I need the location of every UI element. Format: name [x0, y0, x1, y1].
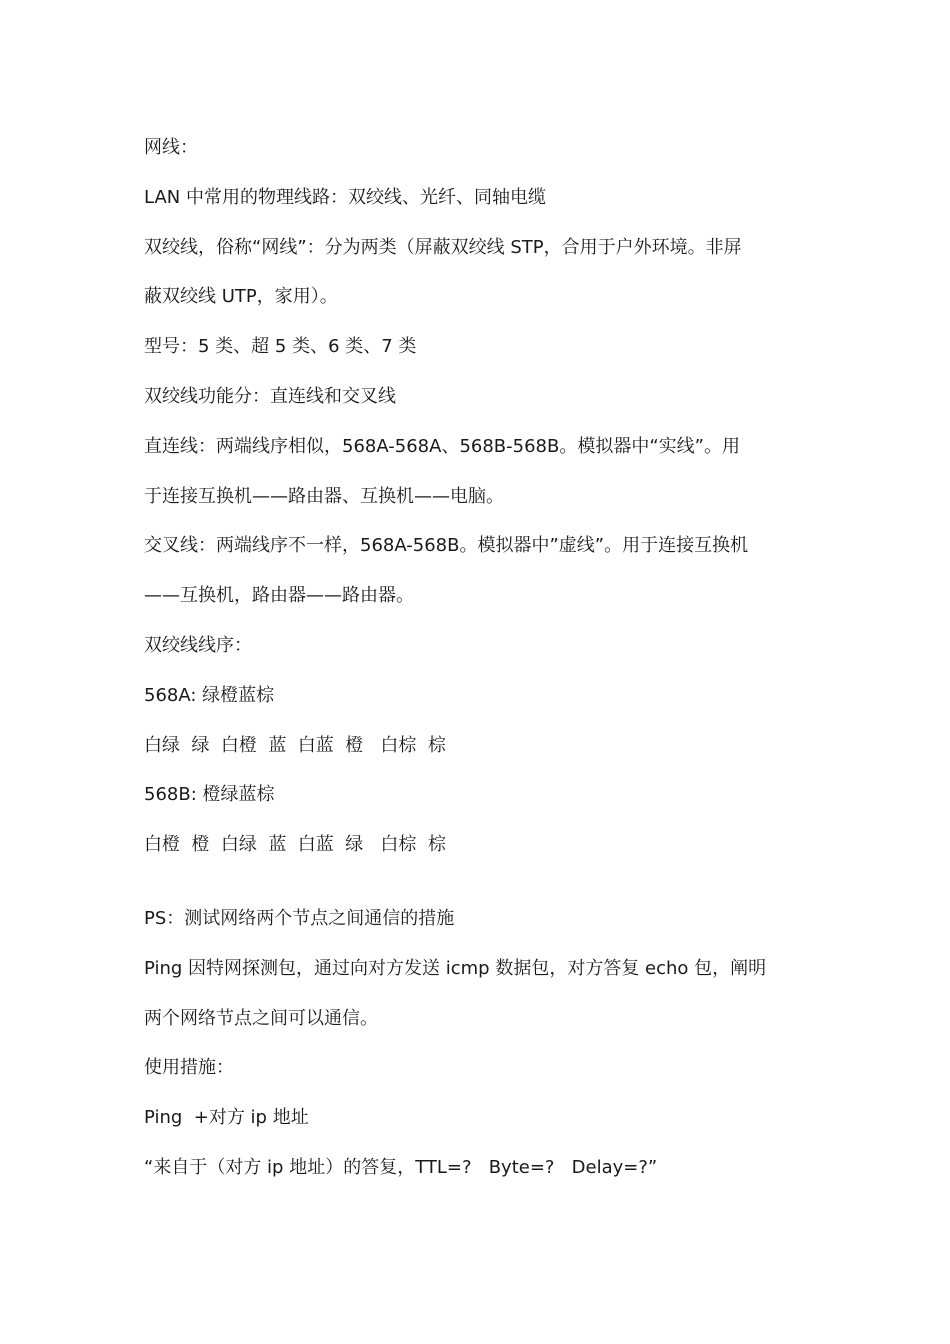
paragraph-gap — [144, 883, 814, 907]
text-line: 型号：5 类、超 5 类、6 类、7 类 — [144, 336, 417, 358]
text-line: 568A: 绿橙蓝棕 — [144, 684, 275, 706]
heading-wangxian: 网线： — [144, 137, 198, 158]
text-line: 白橙 橙 白绿 蓝 白蓝 绿 白棕 棕 — [144, 834, 446, 856]
text-line: 双绞线线序： — [144, 634, 252, 656]
text-line: Ping +对方 ip 地址 — [144, 1107, 309, 1129]
text-line: 568B: 橙绿蓝棕 — [144, 784, 275, 806]
text-line: ——互换机，路由器——路由器。 — [144, 585, 414, 607]
text-line: 双绞线，俗称“网线”：分为两类（屏蔽双绞线 STP，合用于户外环境。非屏 — [144, 236, 742, 258]
text-line: 使用措施： — [144, 1057, 234, 1079]
text-line: 双绞线功能分：直连线和交叉线 — [144, 385, 396, 407]
text-line: “来自于（对方 ip 地址）的答复，TTL=? Byte=? Delay=?” — [144, 1156, 658, 1178]
text-line: 直连线：两端线序相似，568A-568A、568B-568B。模拟器中“实线”。用 — [144, 435, 740, 457]
text-line: 蔽双绞线 UTP，家用）。 — [144, 286, 338, 308]
document-body — [144, 136, 814, 1206]
heading-ps: PS：测试网络两个节点之间通信的措施 — [144, 907, 455, 929]
text-line: 两个网络节点之间可以通信。 — [144, 1007, 378, 1029]
text-line: Ping 因特网探测包，通过向对方发送 icmp 数据包，对方答复 echo 包，阐明 — [144, 957, 767, 979]
text-line: 白绿 绿 白橙 蓝 白蓝 橙 白棕 棕 — [144, 734, 446, 756]
text-line: 于连接互换机——路由器、互换机——电脑。 — [144, 485, 504, 507]
text-line: 交叉线：两端线序不一样，568A-568B。模拟器中”虚线”。用于连接互换机 — [144, 535, 749, 557]
text-line: LAN 中常用的物理线路：双绞线、光纤、同轴电缆 — [144, 186, 546, 208]
